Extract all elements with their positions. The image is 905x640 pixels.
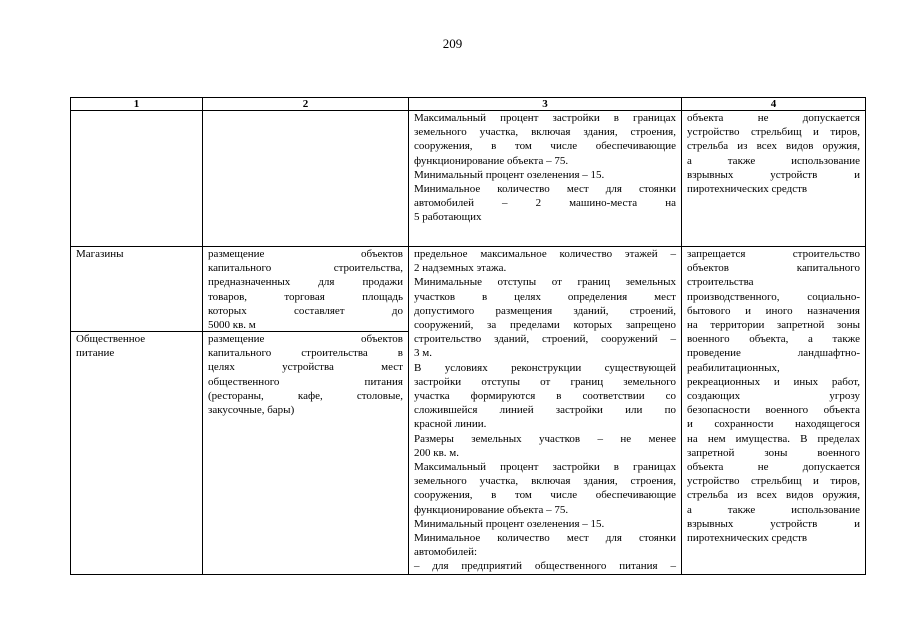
text-line: рекреационных и иных работ, (687, 375, 860, 388)
text-line: земельного участка, включая здания, строения, (414, 475, 676, 488)
column-header-4: 4 (682, 98, 866, 111)
use-description-catering-text (208, 332, 403, 417)
text-line: функционирование объекта – 75. (414, 154, 569, 167)
row1-restrictions-text (687, 111, 860, 196)
text-line: сооружений, за пределами которых запрещено (414, 319, 676, 332)
text-line: Минимальное количество мест для стоянки (414, 532, 676, 545)
use-type-catering (71, 332, 202, 360)
text-line: на территории запретной зоны (687, 319, 860, 332)
text-line: Общественное (76, 333, 146, 345)
text-line: а также использование (687, 154, 860, 167)
use-description-shops (203, 247, 408, 332)
text-line: товаров, торговая площадь (208, 290, 403, 303)
text-line: питание (76, 347, 115, 360)
text-line: (рестораны, кафе, столовые, (208, 389, 403, 402)
text-line: запретной зоны военного (687, 446, 860, 459)
text-line: пиротехнических средств (687, 532, 808, 545)
text-line: бытового и иного назначения (687, 304, 860, 317)
text-line: участков в целях определения мест (414, 290, 676, 303)
text-line: Минимальный процент озеленения – 15. (414, 517, 605, 530)
text-line: Размеры земельных участков – не менее (414, 432, 676, 445)
text-line: общественного питания (208, 375, 403, 388)
row1-col2-cell (203, 111, 409, 247)
text-line: строительство зданий, строений, сооружений – (414, 333, 676, 346)
text-line: 3 м. (414, 347, 432, 360)
text-line: сооружения, в том числе обеспечивающие (414, 489, 676, 502)
text-line: – для предприятий общественного питания – (414, 560, 676, 573)
use-type-shops (71, 247, 202, 332)
row2-parameters-text (414, 247, 676, 574)
text-line: взрывных устройств и (687, 517, 860, 530)
row2-restrictions-cell (682, 247, 866, 575)
text-line: 2 надземных этажа. (414, 262, 507, 275)
column-header-2: 2 (203, 98, 409, 111)
text-line: проведение ландшафтно- (687, 347, 860, 360)
text-line: сооружения, в том числе обеспечивающие (414, 140, 676, 153)
table-header-row (71, 98, 866, 111)
use-type-shops-label: Магазины (76, 248, 124, 260)
text-line: стрельба из всех видов оружия, (687, 489, 860, 502)
use-type-catering-label (76, 332, 197, 360)
table-row (71, 247, 866, 575)
text-line: объекта не допускается (687, 461, 860, 474)
row1-col1-cell (71, 111, 203, 247)
text-line: устройство стрельбищ и тиров, (687, 126, 860, 139)
text-line: Минимальные отступы от границ земельных (414, 276, 676, 289)
text-line: производственного, социально- (687, 290, 860, 303)
text-line: 5000 кв. м (208, 319, 256, 332)
row2-parameters-cell (409, 247, 682, 575)
text-line: предельное максимальное количество этажей – (414, 248, 676, 260)
text-line: застройки отступы от границ земельного (414, 375, 676, 388)
text-line: 200 кв. м. (414, 446, 459, 459)
text-line: Минимальное количество мест для стоянки (414, 183, 676, 196)
text-line: и сохранности находящегося (687, 418, 860, 431)
text-line: пиротехнических средств (687, 183, 808, 196)
use-description-catering (203, 332, 408, 417)
text-line: В условиях реконструкции существующей (414, 361, 676, 374)
text-line: автомобилей: (414, 546, 478, 559)
text-line: функционирование объекта – 75. (414, 503, 569, 516)
text-line: капитального строительства, (208, 262, 403, 275)
text-line: целях устройства мест (208, 361, 403, 374)
row1-parameters-cell (409, 111, 682, 247)
text-line: размещение объектов (208, 333, 403, 345)
text-line: безопасности военного объекта (687, 404, 860, 417)
text-line: Максимальный процент застройки в границах (414, 461, 676, 474)
text-line: земельного участка, включая здания, строения, (414, 126, 676, 139)
text-line: допустимого размещения зданий, строений, (414, 304, 676, 317)
use-type-cell (71, 247, 203, 575)
text-line: реабилитационных, (687, 361, 780, 374)
zoning-table (70, 97, 866, 575)
column-header-3: 3 (409, 98, 682, 111)
row1-restrictions-cell (682, 111, 866, 247)
column-header-1: 1 (71, 98, 203, 111)
text-line: сложившейся линией застройки или по (414, 404, 676, 417)
use-description-cell (203, 247, 409, 575)
text-line: на нем имущества. В пределах (687, 432, 860, 445)
text-line: устройство стрельбищ и тиров, (687, 475, 860, 488)
text-line: размещение объектов (208, 248, 403, 260)
text-line: объекта не допускается (687, 112, 860, 124)
text-line: Максимальный процент застройки в границах (414, 112, 676, 124)
page-number: 209 (442, 36, 463, 51)
text-line: капитального строительства в (208, 347, 403, 360)
text-line: которых составляет до (208, 304, 403, 317)
text-line: объектов капитального (687, 262, 860, 275)
row2-restrictions-text (687, 247, 860, 545)
text-line: стрельба из всех видов оружия, (687, 140, 860, 153)
text-line: Минимальный процент озеленения – 15. (414, 168, 605, 181)
row1-parameters-text (414, 111, 676, 225)
text-line: закусочные, бары) (208, 404, 295, 417)
use-description-shops-text (208, 247, 403, 332)
text-line: взрывных устройств и (687, 168, 860, 181)
text-line: создающих угрозу (687, 390, 860, 403)
text-line: 5 работающих (414, 211, 482, 224)
text-line: а также использование (687, 503, 860, 516)
table-row (71, 111, 866, 247)
text-line: предназначенных для продажи (208, 276, 403, 289)
text-line: автомобилей – 2 машино-места на (414, 197, 676, 210)
text-line: запрещается строительство (687, 248, 860, 260)
text-line: военного объекта, а также (687, 333, 860, 346)
text-line: красной линии. (414, 418, 487, 431)
text-line: строительства (687, 276, 754, 289)
text-line: участка формируются в соответствии со (414, 390, 676, 403)
